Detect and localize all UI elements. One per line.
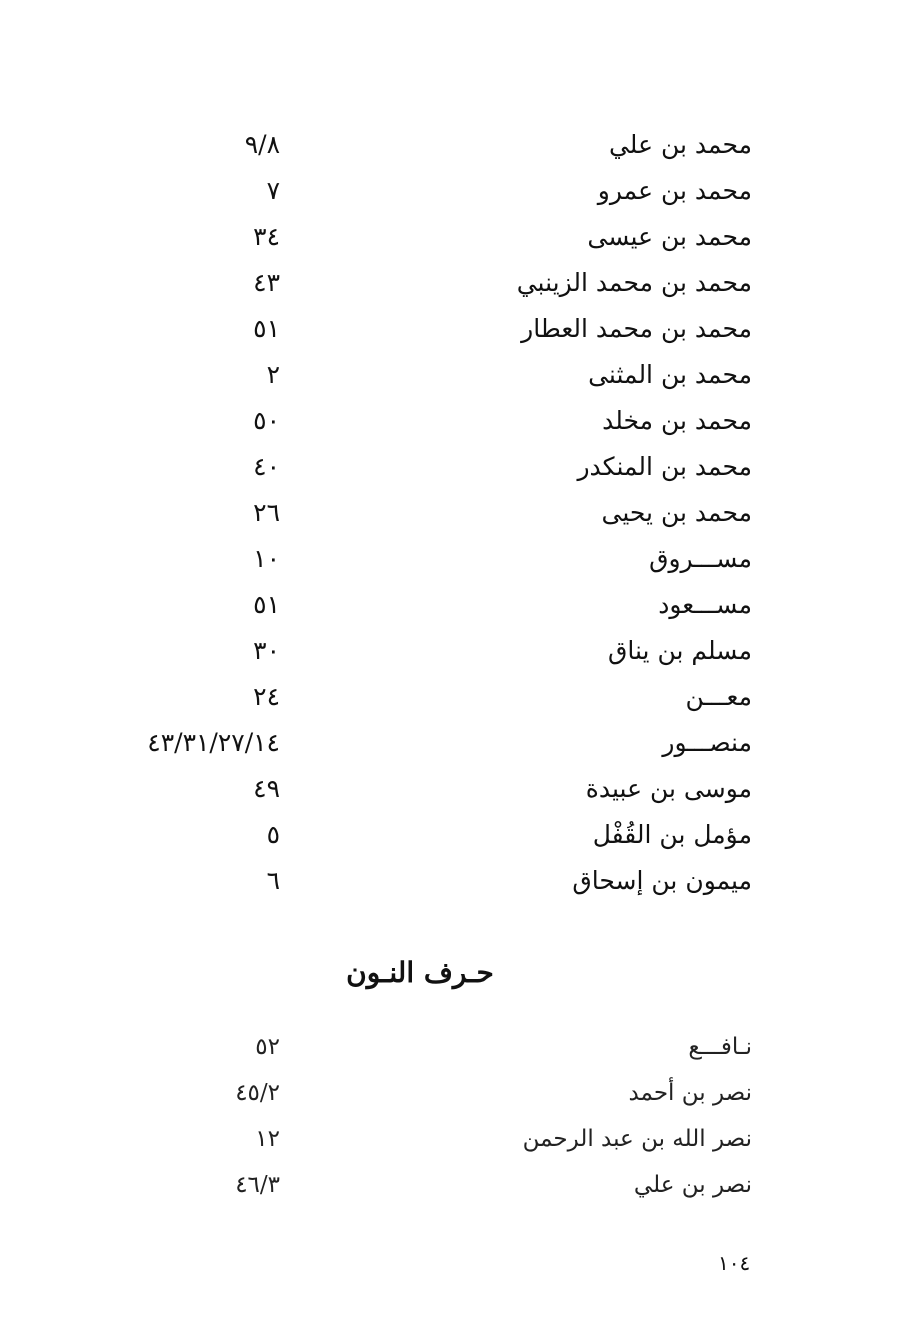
entry-pages: ٢٦ [253,498,280,527]
entry-pages: ٧ [266,176,280,205]
entry-name: مسلم بن يناق [607,636,752,665]
index-entry [0,1024,900,1070]
index-entry [0,306,900,352]
entry-pages: ١٠ [253,544,280,573]
index-entry [0,628,900,674]
entry-pages: ٤٠ [253,452,280,481]
entry-pages: ٣٤ [253,222,280,251]
entry-name: نصر بن علي [633,1172,752,1198]
entry-pages: ٣٠ [253,636,280,665]
entry-name: محمد بن محمد الزينبي [516,268,752,297]
entry-name: محمد بن يحيى [601,498,752,527]
entry-pages: ٢ [266,360,280,389]
entry-name: نصر بن أحمد [628,1080,752,1106]
entry-name: مؤمل بن القُفْل [592,820,752,849]
entry-name: مســـعود [658,590,752,619]
entry-name: محمد بن عمرو [597,176,752,205]
entry-pages: ٤٣/٣١/٢٧/١٤ [147,728,280,757]
entry-pages: ١٢ [255,1126,280,1152]
entry-name: محمد بن محمد العطار [521,314,752,343]
entry-pages: ٤٩ [253,774,280,803]
index-entry [0,858,900,904]
index-entry [0,260,900,306]
index-entry [0,444,900,490]
index-entry [0,398,900,444]
entry-name: محمد بن عيسى [587,222,752,251]
entry-name: مســـروق [649,544,752,573]
index-entry [0,490,900,536]
index-entry [0,352,900,398]
entry-name: منصـــور [662,728,752,757]
index-entry [0,720,900,766]
entry-pages: ٥٢ [255,1034,280,1060]
entry-pages: ٦ [266,866,280,895]
page-number: ١٠٤ [718,1251,751,1275]
index-entry [0,1070,900,1116]
entry-name: معـــن [685,682,752,711]
index-entry [0,536,900,582]
index-entry [0,122,900,168]
entry-name: ميمون بن إسحاق [572,866,752,895]
entry-name: نـافـــع [688,1034,752,1060]
index-entry [0,214,900,260]
entry-pages: ٤٦/٣ [235,1172,280,1198]
entry-pages: ٢٤ [253,682,280,711]
index-entry [0,1162,900,1208]
entry-pages: ٥١ [253,314,280,343]
entry-name: محمد بن علي [608,130,752,159]
entry-name: محمد بن مخلد [602,406,752,435]
entry-pages: ٥١ [253,590,280,619]
entry-pages: ٥ [266,820,280,849]
index-entry [0,766,900,812]
index-entry [0,812,900,858]
entry-name: محمد بن المنكدر [577,452,752,481]
entry-name: نصر الله بن عبد الرحمن [522,1126,752,1152]
index-entry [0,582,900,628]
entry-name: محمد بن المثنى [588,360,752,389]
entry-pages: ٤٥/٢ [235,1080,280,1106]
entry-pages: ٩/٨ [244,130,280,159]
index-entry [0,1116,900,1162]
entry-name: موسى بن عبيدة [585,774,752,803]
index-entry [0,168,900,214]
index-entry [0,674,900,720]
section-heading: حـرف النـون [346,956,494,989]
entry-pages: ٤٣ [253,268,280,297]
entry-pages: ٥٠ [253,406,280,435]
